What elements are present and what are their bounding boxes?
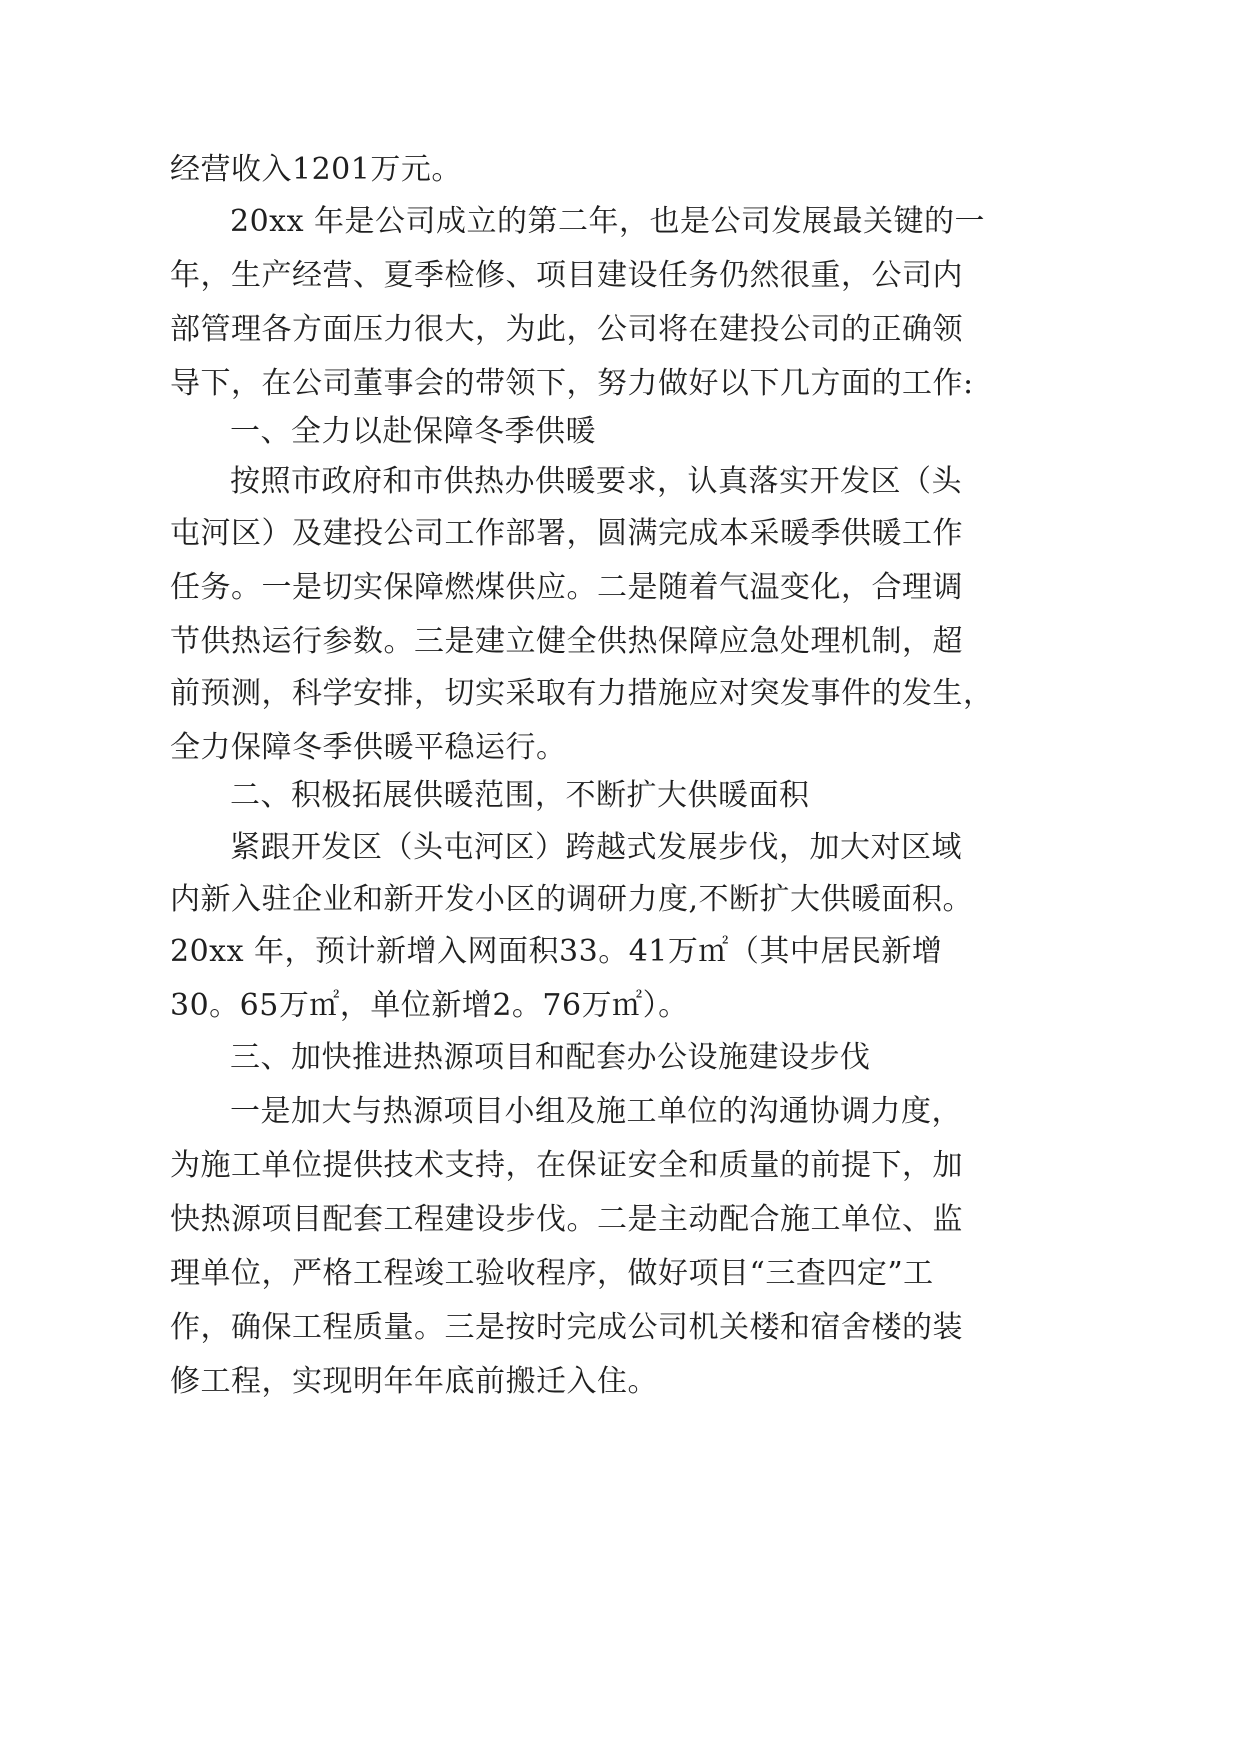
text-line: 作，确保工程质量。三是按时完成公司机关楼和宿舍楼的装 [170,1310,963,1345]
text-line: 修工程，实现明年年底前搬迁入住。 [170,1364,658,1399]
text-line: 内新入驻企业和新开发小区的调研力度,不断扩大供暖面积。 [170,882,974,917]
text-line: 20xx 年，预计新增入网面积33。41万㎡（其中居民新增 [170,934,943,969]
section-heading-3: 三、加快推进热源项目和配套办公设施建设步伐 [230,1040,871,1075]
paragraph-first-line: 一是加大与热源项目小组及施工单位的沟通协调力度， [230,1094,962,1129]
text-line: 任务。一是切实保障燃煤供应。二是随着气温变化，合理调 [170,570,963,605]
text-line: 节供热运行参数。三是建立健全供热保障应急处理机制，超 [170,624,963,659]
text-line: 理单位，严格工程竣工验收程序，做好项目“三查四定”工 [170,1256,934,1291]
paragraph-first-line: 按照市政府和市供热办供暖要求，认真落实开发区（头 [230,464,962,499]
paragraph-first-line: 紧跟开发区（头屯河区）跨越式发展步伐，加大对区域 [230,830,962,865]
section-heading-2: 二、积极拓展供暖范围，不断扩大供暖面积 [230,778,810,813]
text-line: 为施工单位提供技术支持，在保证安全和质量的前提下，加 [170,1148,963,1183]
text-line: 快热源项目配套工程建设步伐。二是主动配合施工单位、监 [170,1202,963,1237]
paragraph-first-line: 20xx 年是公司成立的第二年，也是公司发展最关键的一 [230,204,986,239]
text-line: 部管理各方面压力很大，为此，公司将在建投公司的正确领 [170,312,963,347]
text-line: 前预测，科学安排，切实采取有力措施应对突发事件的发生， [170,676,994,711]
text-line: 年，生产经营、夏季检修、项目建设任务仍然很重，公司内 [170,258,963,293]
text-line: 全力保障冬季供暖平稳运行。 [170,730,567,765]
text-line: 30。65万㎡，单位新增2。76万㎡）。 [170,988,689,1023]
text-line: 导下，在公司董事会的带领下，努力做好以下几方面的工作: [170,366,974,401]
text-line: 屯河区）及建投公司工作部署，圆满完成本采暖季供暖工作 [170,516,963,551]
section-heading-1: 一、全力以赴保障冬季供暖 [230,414,596,449]
text-line: 经营收入1201万元。 [170,152,462,187]
